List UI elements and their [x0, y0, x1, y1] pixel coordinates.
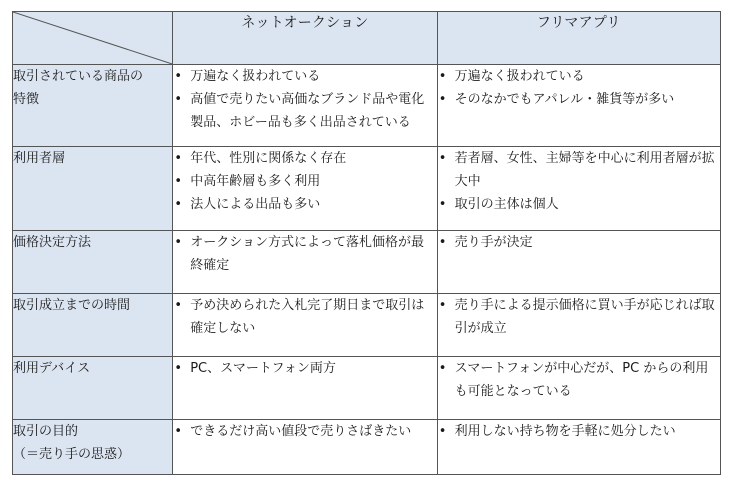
- list-item: [173, 88, 436, 134]
- row-header-text: 取引成立までの時間: [13, 298, 131, 313]
- list-item: [438, 231, 720, 254]
- cell-net-auction: [173, 420, 437, 475]
- header-net-auction: ネットオークション: [173, 12, 437, 65]
- row-header-text: （＝売り手の思惑）: [13, 447, 131, 462]
- cell-net-auction: [173, 357, 437, 420]
- list-item-text: 売り手が決定: [454, 235, 533, 250]
- cell-net-auction: [173, 294, 437, 357]
- row-header: [13, 294, 173, 357]
- list-item: [173, 170, 436, 193]
- list-item-text: 中高年齢層も多く利用: [190, 174, 321, 189]
- list-item: [438, 294, 720, 340]
- bullet-list: [438, 231, 720, 254]
- cell-net-auction: [173, 147, 437, 231]
- bullet-icon: •: [174, 151, 183, 166]
- list-item: [438, 147, 720, 193]
- corner-cell: [13, 12, 173, 65]
- bullet-list: [438, 420, 720, 443]
- list-item-text: 高値で売りたい高価なブランド品や電化製品、ホビー品も多く出品されている: [190, 92, 425, 130]
- bullet-icon: •: [174, 92, 183, 107]
- bullet-icon: •: [438, 92, 447, 107]
- list-item: [173, 294, 436, 340]
- bullet-icon: •: [438, 298, 447, 313]
- bullet-icon: •: [438, 197, 447, 212]
- row-header-text: 取引の目的: [13, 424, 79, 439]
- row-header: [13, 357, 173, 420]
- bullet-list: [173, 420, 436, 443]
- diagonal-divider: [13, 12, 172, 64]
- list-item: [438, 193, 720, 216]
- header-row: [13, 12, 721, 65]
- list-item: [173, 357, 436, 380]
- bullet-icon: •: [174, 424, 183, 439]
- table-row: [13, 231, 721, 294]
- list-item-text: 予め決められた入札完了期日まで取引は確定しない: [190, 298, 425, 336]
- list-item-text: オークション方式によって落札価格が最終確定: [190, 235, 424, 273]
- bullet-list: [438, 147, 720, 216]
- table-row: [13, 357, 721, 420]
- bullet-icon: •: [174, 174, 183, 189]
- list-item-text: スマートフォンが中心だが、PC からの利用も可能となっている: [454, 361, 709, 399]
- list-item: [173, 193, 436, 216]
- table-row: [13, 147, 721, 231]
- list-item: [173, 147, 436, 170]
- bullet-icon: •: [174, 298, 183, 313]
- bullet-icon: •: [174, 69, 183, 84]
- row-header-text: 利用者層: [13, 151, 66, 166]
- bullet-list: [438, 294, 720, 340]
- list-item-text: PC、スマートフォン両方: [190, 361, 336, 376]
- row-header: [13, 65, 173, 147]
- list-item: [438, 357, 720, 403]
- row-header-text: 特徴: [13, 92, 40, 107]
- table-row: [13, 420, 721, 475]
- row-header-text: 取引されている商品の: [13, 69, 144, 84]
- list-item: [438, 65, 720, 88]
- cell-flea-market-app: [437, 231, 720, 294]
- bullet-icon: •: [438, 151, 447, 166]
- list-item: [438, 420, 720, 443]
- list-item-text: 利用しない持ち物を手軽に処分したい: [454, 424, 676, 439]
- comparison-table-container: [12, 11, 721, 475]
- cell-flea-market-app: [437, 65, 720, 147]
- bullet-icon: •: [438, 424, 447, 439]
- list-item-text: そのなかでもアパレル・雑貨等が多い: [454, 92, 675, 107]
- row-header: [13, 231, 173, 294]
- list-item-text: 若者層、女性、主婦等を中心に利用者層が拡大中: [454, 151, 715, 189]
- list-item-text: 万遍なく扱われている: [190, 69, 321, 84]
- row-header-text: 価格決定方法: [13, 235, 92, 250]
- cell-net-auction: [173, 231, 437, 294]
- row-header-text: 利用デバイス: [13, 361, 91, 376]
- list-item: [438, 88, 720, 111]
- table-row: [13, 65, 721, 147]
- cell-flea-market-app: [437, 147, 720, 231]
- comparison-table: [12, 11, 721, 475]
- bullet-list: [173, 147, 436, 216]
- bullet-icon: •: [174, 197, 183, 212]
- list-item: [173, 65, 436, 88]
- table-row: [13, 294, 721, 357]
- bullet-list: [438, 357, 720, 403]
- cell-net-auction: [173, 65, 437, 147]
- cell-flea-market-app: [437, 357, 720, 420]
- list-item-text: 売り手による提示価格に買い手が応じれば取引が成立: [454, 298, 715, 336]
- cell-flea-market-app: [437, 294, 720, 357]
- bullet-icon: •: [174, 361, 183, 376]
- row-header: [13, 147, 173, 231]
- list-item-text: できるだけ高い値段で売りさばきたい: [190, 424, 412, 439]
- row-header: [13, 420, 173, 475]
- list-item-text: 法人による出品も多い: [190, 197, 321, 212]
- bullet-icon: •: [438, 361, 447, 376]
- bullet-list: [173, 231, 436, 277]
- list-item: [173, 231, 436, 277]
- list-item-text: 万遍なく扱われている: [454, 69, 585, 84]
- bullet-list: [173, 294, 436, 340]
- list-item-text: 取引の主体は個人: [454, 197, 559, 212]
- bullet-list: [173, 65, 436, 134]
- list-item-text: 年代、性別に関係なく存在: [190, 151, 347, 166]
- bullet-icon: •: [174, 235, 183, 250]
- bullet-icon: •: [438, 235, 447, 250]
- bullet-list: [438, 65, 720, 111]
- header-flea-market-app: フリマアプリ: [437, 12, 720, 65]
- list-item: [173, 420, 436, 443]
- cell-flea-market-app: [437, 420, 720, 475]
- bullet-icon: •: [438, 69, 447, 84]
- bullet-list: [173, 357, 436, 380]
